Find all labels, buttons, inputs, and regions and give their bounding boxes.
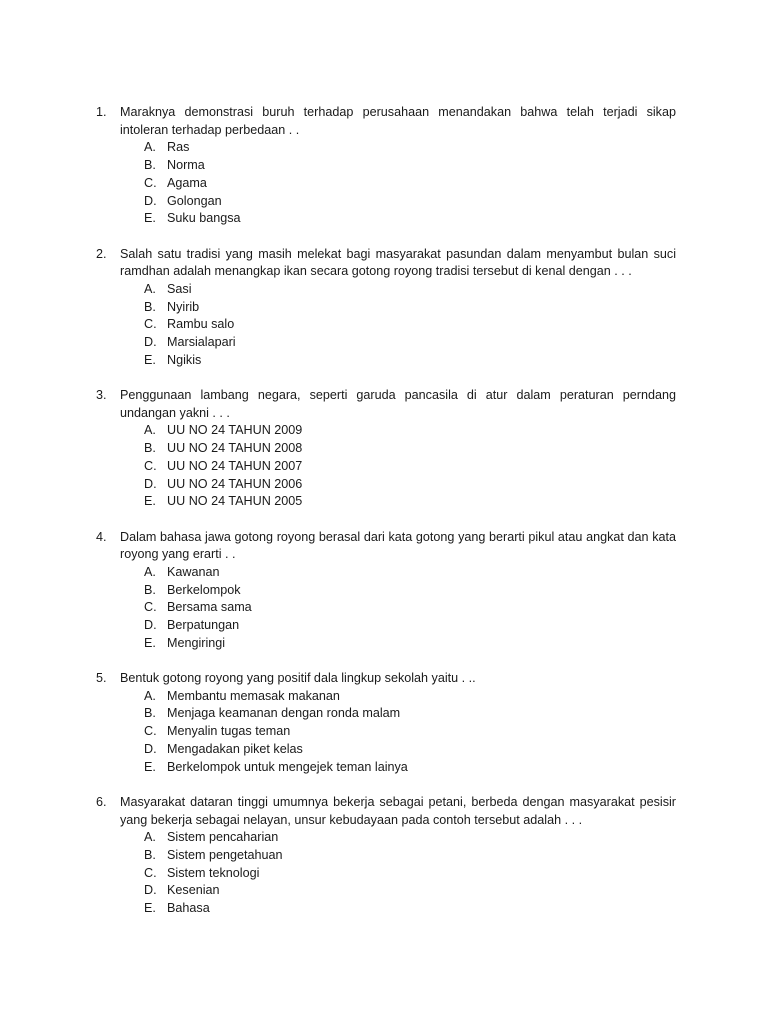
- option-letter: B.: [144, 706, 156, 721]
- option-text: Golongan: [167, 193, 222, 208]
- question-text: Penggunaan lambang negara, seperti garuda pancasila di atur dalam peraturan perndang undangan yakni . . .: [120, 388, 676, 420]
- option-letter: C.: [144, 175, 157, 190]
- answer-option-e: [144, 352, 676, 370]
- answer-option-e: [144, 493, 676, 511]
- option-text: Mengadakan piket kelas: [167, 741, 303, 756]
- option-letter: A.: [144, 830, 156, 845]
- question-body: [120, 670, 676, 776]
- option-text: Ras: [167, 140, 190, 155]
- question-4: [96, 529, 676, 653]
- answer-options: [120, 564, 676, 653]
- answer-options: [120, 829, 676, 918]
- option-letter: A.: [144, 564, 156, 579]
- option-text: Norma: [167, 158, 205, 173]
- question-number: 4.: [96, 529, 107, 544]
- option-letter: D.: [144, 883, 157, 898]
- option-text: Membantu memasak makanan: [167, 688, 340, 703]
- question-number: 1.: [96, 105, 107, 119]
- question-1: [96, 104, 676, 228]
- option-text: Sasi: [167, 281, 192, 296]
- question-body: [120, 246, 676, 370]
- option-text: Menyalin tugas teman: [167, 724, 291, 739]
- option-letter: B.: [144, 299, 156, 314]
- question-2: [96, 246, 676, 370]
- option-letter: E.: [144, 494, 156, 509]
- option-text: Nyirib: [167, 299, 200, 314]
- option-text: UU NO 24 TAHUN 2008: [167, 441, 303, 456]
- question-6: [96, 794, 676, 918]
- question-body: [120, 794, 676, 918]
- option-letter: C.: [144, 458, 157, 473]
- option-letter: D.: [144, 618, 157, 633]
- answer-option-d: [144, 882, 676, 900]
- option-letter: A.: [144, 281, 156, 296]
- option-letter: B.: [144, 441, 156, 456]
- answer-option-a: [144, 139, 676, 157]
- answer-option-e: [144, 759, 676, 777]
- question-number: 2.: [96, 246, 107, 261]
- option-text: Sistem pengetahuan: [167, 847, 283, 862]
- question-text: Masyarakat dataran tinggi umumnya bekerja sebagai petani, berbeda dengan masyarakat pesisir yang bekerja sebagai nelayan, unsur kebudayaan pada contoh tersebut adalah . . .: [120, 794, 676, 827]
- answer-options: [120, 422, 676, 511]
- option-text: Berpatungan: [167, 618, 240, 633]
- option-text: Bersama sama: [167, 600, 252, 615]
- answer-option-a: [144, 829, 676, 847]
- option-letter: B.: [144, 158, 156, 173]
- question-5: [96, 670, 676, 776]
- question-text: Salah satu tradisi yang masih melekat bagi masyarakat pasundan dalam menyambut bulan suci ramdhan adalah menangkap ikan secara gotong royong tradisi tersebut di kenal dengan . . .: [120, 246, 676, 279]
- option-text: Kesenian: [167, 883, 220, 898]
- answer-options: [120, 688, 676, 777]
- answer-option-d: [144, 193, 676, 211]
- answer-option-b: [144, 440, 676, 458]
- option-text: Mengiringi: [167, 635, 226, 650]
- option-letter: D.: [144, 476, 157, 491]
- answer-option-a: [144, 688, 676, 706]
- answer-options: [120, 281, 676, 370]
- option-text: Sistem pencaharian: [167, 830, 279, 845]
- answer-option-e: [144, 635, 676, 653]
- option-text: Berkelompok: [167, 582, 241, 597]
- answer-option-a: [144, 564, 676, 582]
- answer-option-d: [144, 617, 676, 635]
- option-text: Agama: [167, 175, 207, 190]
- option-letter: B.: [144, 582, 156, 597]
- option-text: UU NO 24 TAHUN 2009: [167, 423, 303, 438]
- answer-option-d: [144, 334, 676, 352]
- answer-option-c: [144, 723, 676, 741]
- answer-option-d: [144, 476, 676, 494]
- question-body: [120, 104, 676, 228]
- answer-option-c: [144, 865, 676, 883]
- option-letter: A.: [144, 423, 156, 438]
- option-letter: A.: [144, 140, 156, 155]
- option-letter: C.: [144, 317, 157, 332]
- question-text: Dalam bahasa jawa gotong royong berasal dari kata gotong yang berarti pikul atau angkat dan kata royong yang erarti . .: [120, 529, 676, 562]
- option-letter: E.: [144, 352, 156, 367]
- question-number: 3.: [96, 388, 107, 403]
- answer-option-d: [144, 741, 676, 759]
- answer-option-b: [144, 705, 676, 723]
- option-text: Marsialapari: [167, 335, 236, 350]
- option-letter: D.: [144, 741, 157, 756]
- answer-option-a: [144, 281, 676, 299]
- question-3: [96, 387, 676, 511]
- option-text: UU NO 24 TAHUN 2005: [167, 494, 303, 509]
- question-number: 6.: [96, 794, 107, 809]
- option-text: Ngikis: [167, 352, 202, 367]
- option-text: Sistem teknologi: [167, 865, 260, 880]
- answer-option-b: [144, 157, 676, 175]
- option-text: Suku bangsa: [167, 211, 241, 226]
- question-number: 5.: [96, 671, 107, 686]
- question-body: [120, 529, 676, 653]
- option-letter: C.: [144, 724, 157, 739]
- option-text: Kawanan: [167, 564, 220, 579]
- option-letter: D.: [144, 335, 157, 350]
- option-text: Berkelompok untuk mengejek teman lainya: [167, 759, 408, 774]
- answer-option-c: [144, 175, 676, 193]
- quiz-question-list: [96, 104, 676, 935]
- option-letter: D.: [144, 193, 157, 208]
- option-letter: B.: [144, 847, 156, 862]
- option-text: Bahasa: [167, 901, 210, 916]
- question-text: Bentuk gotong royong yang positif dala lingkup sekolah yaitu . ..: [120, 671, 476, 686]
- answer-option-e: [144, 900, 676, 918]
- answer-option-b: [144, 299, 676, 317]
- answer-option-c: [144, 599, 676, 617]
- option-letter: E.: [144, 635, 156, 650]
- option-letter: E.: [144, 211, 156, 226]
- option-text: UU NO 24 TAHUN 2006: [167, 476, 303, 491]
- answer-option-a: [144, 422, 676, 440]
- option-letter: E.: [144, 759, 156, 774]
- question-body: [120, 387, 676, 511]
- option-text: Menjaga keamanan dengan ronda malam: [167, 706, 401, 721]
- answer-option-e: [144, 210, 676, 228]
- option-letter: A.: [144, 688, 156, 703]
- answer-options: [120, 139, 676, 228]
- option-letter: E.: [144, 901, 156, 916]
- option-letter: C.: [144, 865, 157, 880]
- option-text: Rambu salo: [167, 317, 235, 332]
- answer-option-c: [144, 458, 676, 476]
- answer-option-b: [144, 847, 676, 865]
- question-text: Maraknya demonstrasi buruh terhadap perusahaan menandakan bahwa telah terjadi sikap intoleran terhadap perbedaan . .: [120, 105, 676, 137]
- option-letter: C.: [144, 600, 157, 615]
- answer-option-c: [144, 316, 676, 334]
- answer-option-b: [144, 582, 676, 600]
- option-text: UU NO 24 TAHUN 2007: [167, 458, 303, 473]
